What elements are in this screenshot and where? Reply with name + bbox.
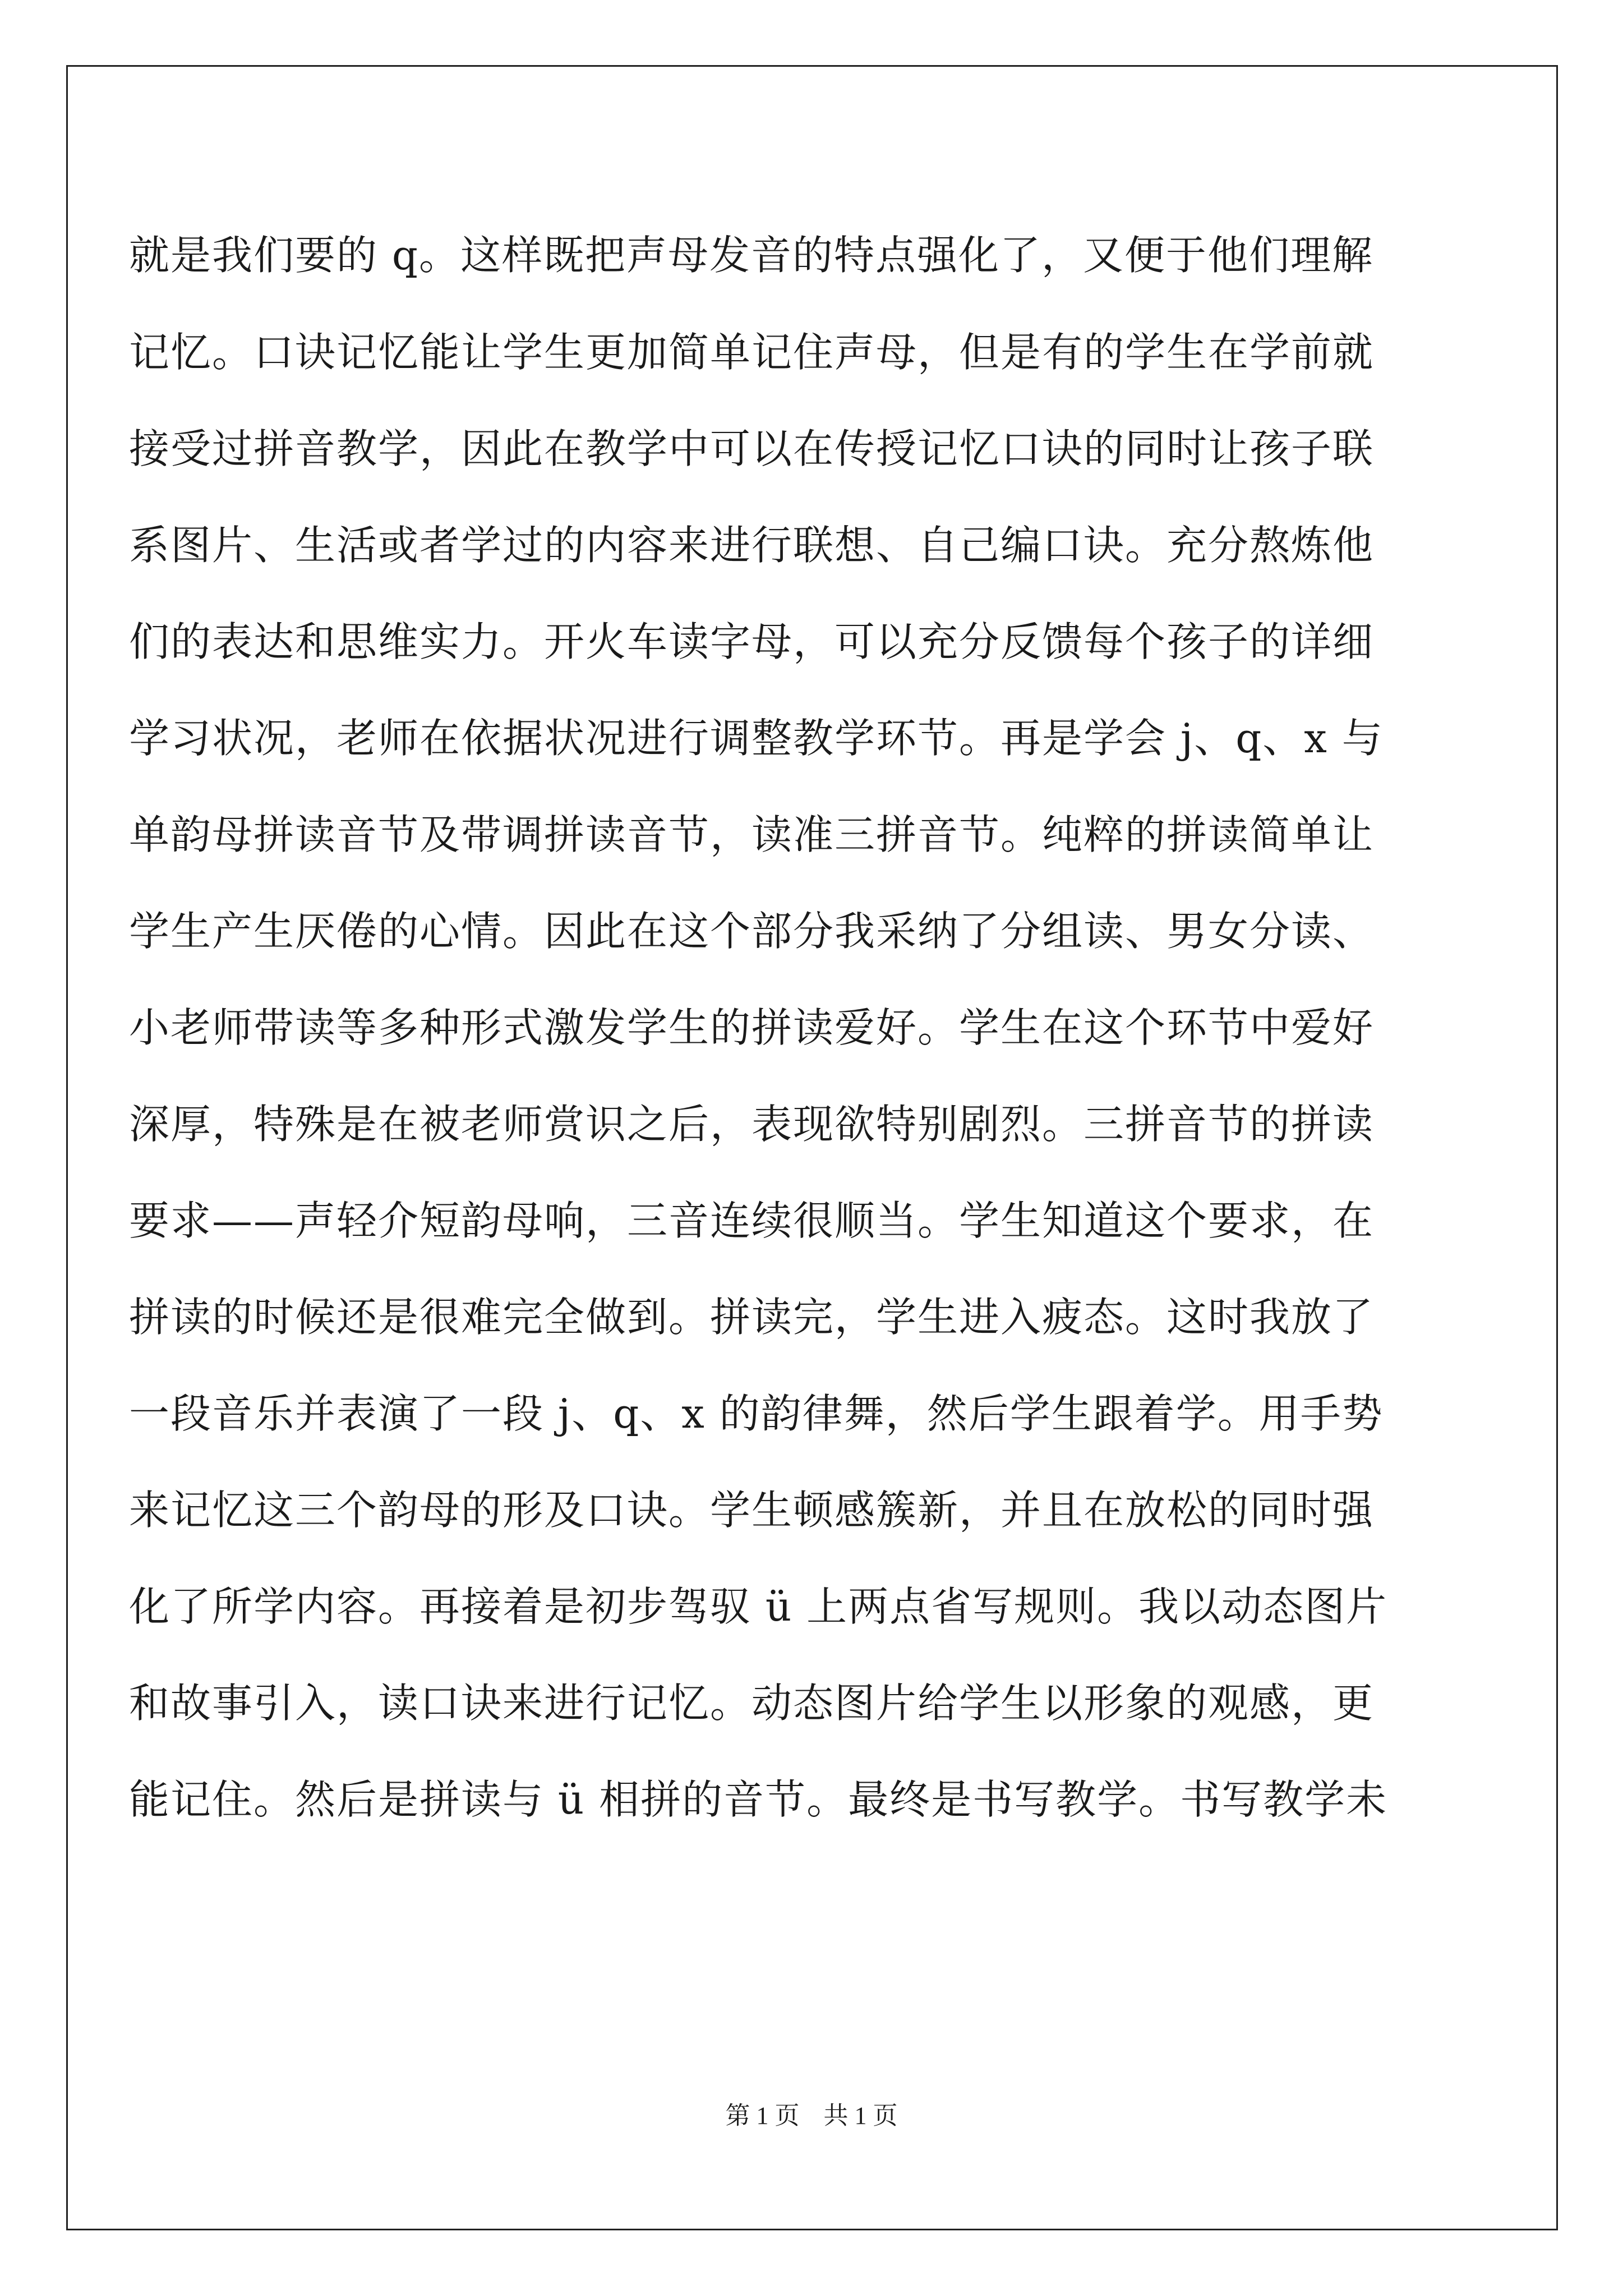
text-line: 系图片、生活或者学过的内容来进行联想、自己编口诀。充分熬炼他	[129, 522, 1375, 569]
text-line: 和故事引入，读口诀来进行记忆。动态图片给学生以形象的观感，更	[129, 1680, 1375, 1727]
text-line: 来记忆这三个韵母的形及口诀。学生顿感簇新，并且在放松的同时强	[129, 1487, 1375, 1534]
text-line: 学生产生厌倦的心情。因此在这个部分我采纳了分组读、男女分读、	[129, 908, 1375, 955]
page-number: 第 1 页	[725, 2102, 800, 2129]
text-line: 们的表达和思维实力。开火车读字母，可以充分反馈每个孩子的详细	[129, 618, 1375, 665]
text-line: 化了所学内容。再接着是初步驾驭 ü 上两点省写规则。我以动态图片	[129, 1583, 1388, 1630]
text-line: 记忆。口诀记忆能让学生更加简单记住声母，但是有的学生在学前就	[129, 329, 1375, 376]
text-line: 就是我们要的 q。这样既把声母发音的特点强化了，又便于他们理解	[129, 232, 1373, 279]
text-line: 一段音乐并表演了一段 j、q、x 的韵律舞，然后学生跟着学。用手势	[129, 1390, 1384, 1437]
text-line: 能记住。然后是拼读与 ü 相拼的音节。最终是书写教学。书写教学未	[129, 1776, 1388, 1823]
text-line: 深厚，特殊是在被老师赏识之后，表现欲特别剧烈。三拼音节的拼读	[129, 1101, 1375, 1148]
page-total: 共 1 页	[823, 2102, 898, 2129]
text-line: 单韵母拼读音节及带调拼读音节，读准三拼音节。纯粹的拼读简单让	[129, 811, 1375, 858]
text-line: 要求——声轻介短韵母响，三音连续很顺当。学生知道这个要求，在	[129, 1197, 1375, 1244]
text-line: 学习状况，老师在依据状况进行调整教学环节。再是学会 j、q、x 与	[129, 715, 1384, 762]
text-line: 小老师带读等多种形式激发学生的拼读爱好。学生在这个环节中爱好	[129, 1004, 1375, 1051]
text-line: 接受过拼音教学，因此在教学中可以在传授记忆口诀的同时让孩子联	[129, 425, 1375, 472]
text-line: 拼读的时候还是很难完全做到。拼读完，学生进入疲态。这时我放了	[129, 1294, 1375, 1341]
page-footer	[0, 2099, 1623, 2133]
